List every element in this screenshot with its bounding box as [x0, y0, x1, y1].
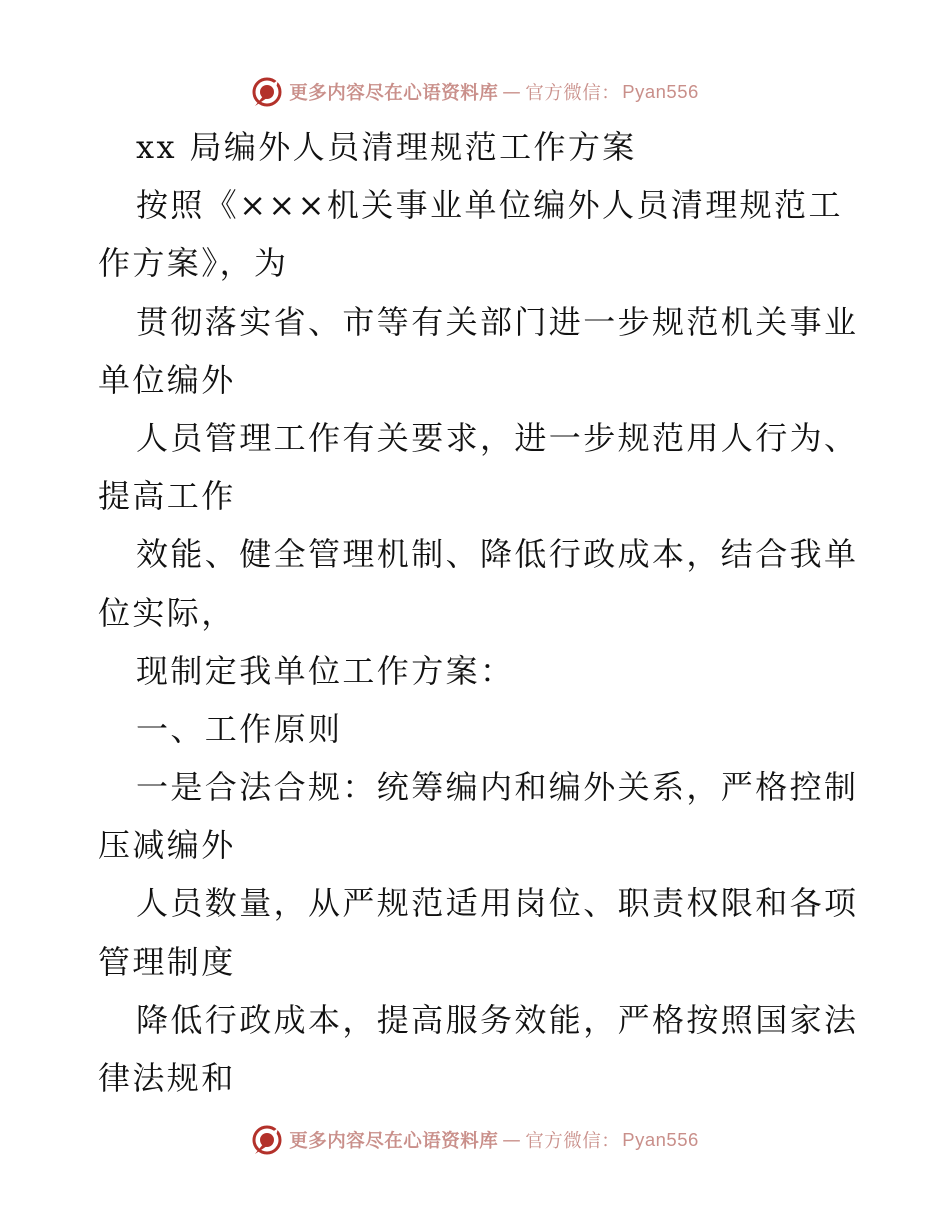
paragraph-line: 管理制度 [98, 942, 236, 981]
watermark-dash: — [502, 1129, 522, 1151]
paragraph-line: 现制定我单位工作方案： [136, 651, 515, 690]
paragraph-line: 效能、健全管理机制、降低行政成本，结合我单 [136, 535, 859, 574]
paragraph-line: 作方案》，为 [98, 244, 289, 283]
watermark-wechat-id: Pyan556 [622, 81, 699, 102]
document-title: xx 局编外人员清理规范工作方案 [136, 128, 637, 166]
red-pen-circle-icon [251, 1124, 283, 1156]
paragraph-line: 贯彻落实省、市等有关部门进一步规范机关事业 [136, 302, 859, 341]
red-pen-circle-icon [251, 76, 283, 108]
paragraph-line: 降低行政成本，提高服务效能，严格按照国家法 [136, 1000, 859, 1039]
paragraph-line: 人员管理工作有关要求，进一步规范用人行为、 [136, 418, 859, 457]
watermark-main-text: 更多内容尽在心语资料库 [289, 1131, 499, 1152]
watermark-main-text: 更多内容尽在心语资料库 [289, 83, 499, 104]
section-heading: 一、工作原则 [136, 709, 343, 748]
paragraph-line: 单位编外 [98, 360, 236, 399]
paragraph-line: 压减编外 [98, 826, 236, 865]
paragraph-line: 一是合法合规：统筹编内和编外关系，严格控制 [136, 768, 859, 807]
watermark-dash: — [502, 81, 522, 103]
paragraph-line: 按照《×××机关事业单位编外人员清理规范工 [136, 186, 843, 225]
paragraph-line: 位实际， [98, 593, 236, 632]
watermark-wechat-id: Pyan556 [622, 1129, 699, 1150]
watermark-text [289, 1127, 699, 1153]
paragraph-line: 律法规和 [98, 1059, 236, 1097]
watermark-wechat-label: 官方微信： [525, 1131, 621, 1152]
paragraph-line: 人员数量，从严规范适用岗位、职责权限和各项 [136, 884, 859, 923]
watermark-text [289, 79, 699, 105]
document-body [98, 118, 858, 1107]
watermark-wechat-label: 官方微信： [525, 83, 621, 104]
footer-watermark [0, 1120, 950, 1160]
paragraph-line: 提高工作 [98, 477, 236, 516]
header-watermark [0, 72, 950, 112]
